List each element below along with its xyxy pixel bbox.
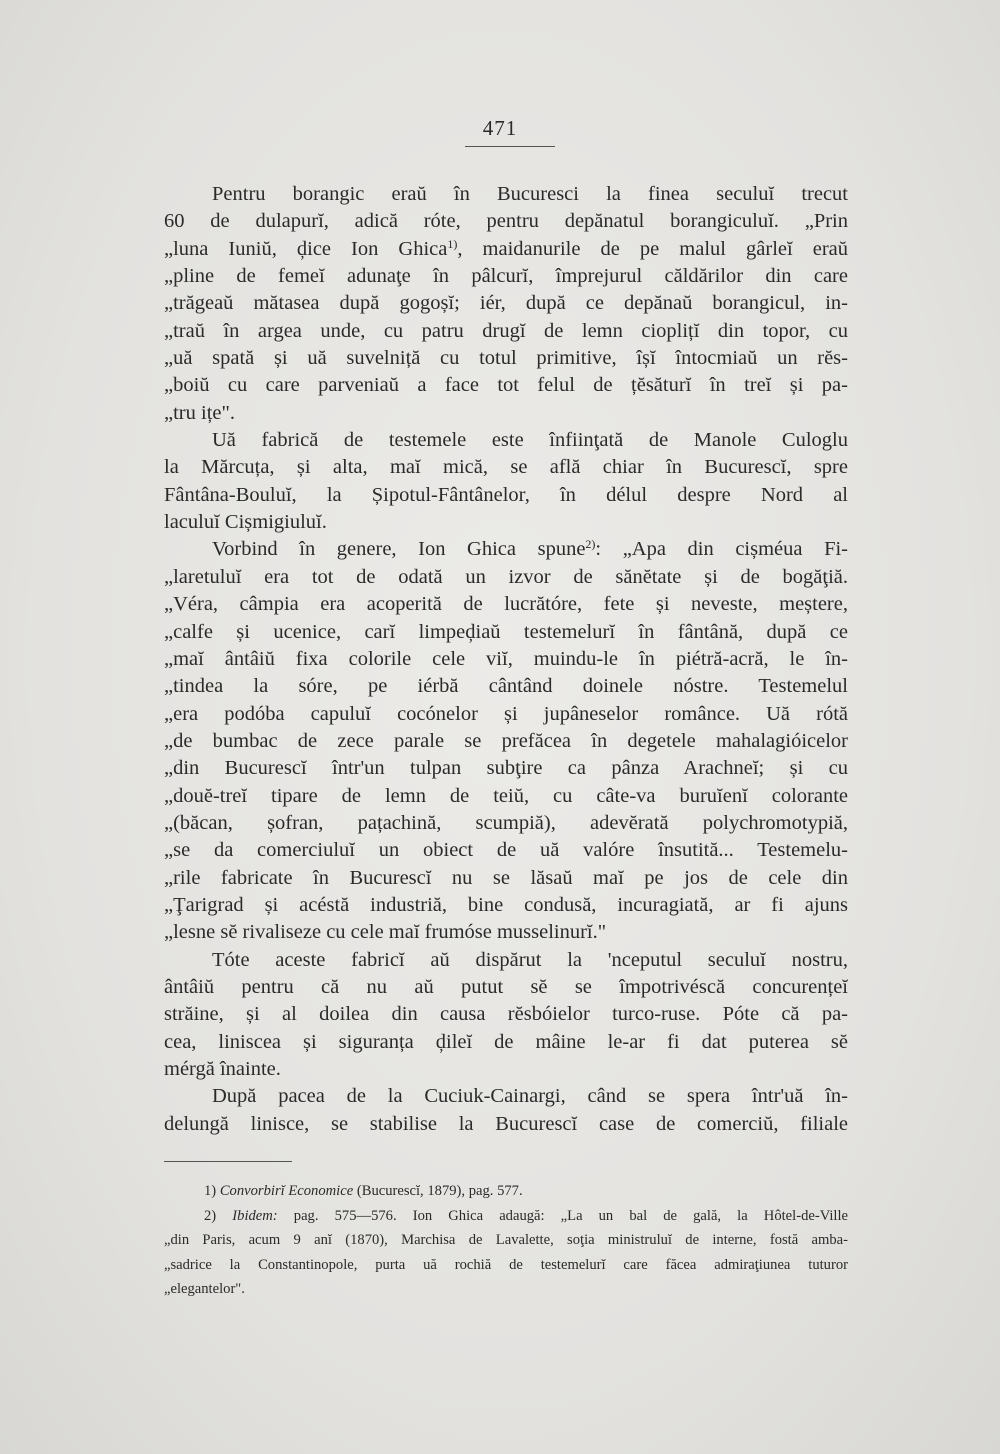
text-line: „Véra, câmpia era acoperită de lucrătóre, fete și neveste, meștere, — [164, 593, 848, 616]
text-line: „de bumbac de zece parale se prefăcea în degetele mahalagióicelor — [164, 729, 848, 752]
footnote-2-line: „elegantelor". — [164, 1281, 245, 1297]
text-line: „laretuluĭ era tot de odată un izvor de sănĕtate și de bogăţiă. — [164, 565, 848, 588]
text-line: delungă linisce, se stabilise la Bucurescĭ case de comerciŭ, filiale — [164, 1112, 848, 1135]
footnote-2-line: „sadrice la Constantinopole, purta uă rochiă de testemelurĭ care făcea admiraţiunea tuturor — [164, 1256, 848, 1273]
text-line: Pentru borangic eraŭ în Bucuresci la finea seculuĭ trecut — [212, 183, 848, 205]
text-line: „lesne sĕ rivaliseze cu cele maĭ frumóse musselinurĭ." — [164, 921, 607, 944]
footnote-title: Ibidem: — [232, 1207, 278, 1224]
footnote-ref: 1) — [447, 236, 458, 251]
footnote-mark: 2) — [204, 1207, 217, 1224]
text-line: „uă spată și uă suvelniță cu totul primitive, îșĭ întocmiaŭ un rĕs- — [164, 347, 848, 370]
text-line: „tindea la sóre, pe iérbă cântând doinele nóstre. Testemelul — [164, 675, 848, 698]
text-segment: „luna Iuniŭ, ḑice Ion Ghica — [164, 237, 448, 260]
footnote-text: pag. 575—576. Ion Ghica adaugă: „La un bal de gală, la Hôtel-de-Ville — [293, 1207, 848, 1224]
footnote-text: (Bucurescĭ, 1879), pag. 577. — [356, 1183, 523, 1199]
text-line: „trăgeaŭ mătasea după gogoșĭ; iér, după ce depănaŭ borangicul, in- — [164, 292, 848, 315]
text-line: ântâiŭ pentru că nu aŭ putut sĕ se împotrivéscă concurențeĭ — [164, 975, 848, 998]
text-line — [164, 536, 848, 563]
text-line: „calfe și ucenice, carĭ limpeḑiaŭ testemelurĭ în fântână, după ce — [164, 620, 848, 643]
text-segment: : „Apa din cișméua Fi- — [595, 538, 848, 561]
text-line: Tóte aceste fabricĭ aŭ dispărut la 'nceputul seculuĭ nostru, — [212, 948, 848, 971]
text-line: „din Bucurescĭ într'un tulpan subţire ca pânza Arachneĭ; și cu — [164, 757, 848, 780]
footnote-1 — [164, 1179, 848, 1204]
footnote-mark: 1) — [204, 1183, 217, 1199]
body-text — [164, 181, 848, 1138]
footnote-title: Convorbirĭ Economice — [219, 1183, 354, 1199]
text-line: 60 de dulapurĭ, adică róte, pentru depănatul borangiculuĭ. „Prin — [164, 210, 848, 233]
text-line: laculuĭ Cișmigiuluĭ. — [164, 511, 327, 534]
text-line — [164, 236, 848, 263]
text-line: „(băcan, șofran, pațachină, scumpiă), adevĕrată polychromotypiă, — [164, 811, 848, 834]
text-line: După pacea de la Cuciuk-Cainargi, când se spera într'uă în- — [212, 1085, 848, 1108]
text-line: străine, și al doilea din causa rĕsbóielor turco-ruse. Póte că pa- — [164, 1003, 848, 1026]
header-rule — [465, 146, 555, 147]
text-line: „traŭ în argea unde, cu patru drugĭ de lemn cioplițĭ din topor, cu — [164, 319, 848, 342]
text-line: „era podóba capuluĭ cocónelor și jupâneselor românce. Uă rótă — [164, 702, 848, 725]
text-line: „rile fabricate în Bucurescĭ nu se lăsaŭ maĭ pe jos de cele din — [164, 866, 848, 889]
footnote-rule — [164, 1161, 292, 1162]
text-line: Uă fabrică de testemele este înfiinţată de Manole Culoglu — [212, 429, 848, 452]
footnote-2-line: „din Paris, acum 9 anĭ (1870), Marchisa de Lavalette, soţia ministruluĭ de interne, fostă amba- — [164, 1232, 848, 1248]
text-line: mérgă înainte. — [164, 1058, 281, 1080]
text-line: „tru ițe". — [164, 401, 235, 424]
text-line: „douĕ-treĭ tipare de lemn de teiŭ, cu câte-va buruĭenĭ colorante — [164, 784, 848, 807]
text-line: „pline de femeĭ adunaţe în pâlcurĭ, împrejurul căldărilor din care — [164, 265, 848, 288]
footnotes — [164, 1179, 848, 1302]
page-number: 471 — [482, 116, 518, 140]
text-line: „boiŭ cu care parveniaŭ a face tot felul de țĕsăturĭ în treĭ și pa- — [164, 374, 848, 397]
text-line: „se da comerciuluĭ un obiect de uă valóre însutită... Testemelu- — [164, 839, 848, 862]
text-line: „maĭ ântâiŭ fixa colorile cele viĭ, muindu-le în piétră-acră, le în- — [164, 647, 848, 670]
footnote-ref: 2) — [585, 537, 596, 552]
text-segment: Vorbind în genere, Ion Ghica spune — [212, 538, 586, 561]
text-segment: , maidanurile de pe malul gârleĭ eraŭ — [457, 237, 848, 260]
text-line: cea, liniscea și siguranța ḑileĭ de mâine le-ar fi dat puterea sĕ — [164, 1030, 848, 1053]
footnote-2 — [164, 1204, 848, 1229]
text-line: la Mărcuța, și alta, maĭ mică, se află chiar în Bucurescĭ, spre — [164, 456, 848, 479]
text-line: „Ţarigrad și acéstă industriă, bine condusă, incuragiată, ar fi ajuns — [164, 893, 848, 916]
text-line: Fântâna-Bouluĭ, la Șipotul-Fântânelor, în délul despre Nord al — [164, 483, 848, 506]
